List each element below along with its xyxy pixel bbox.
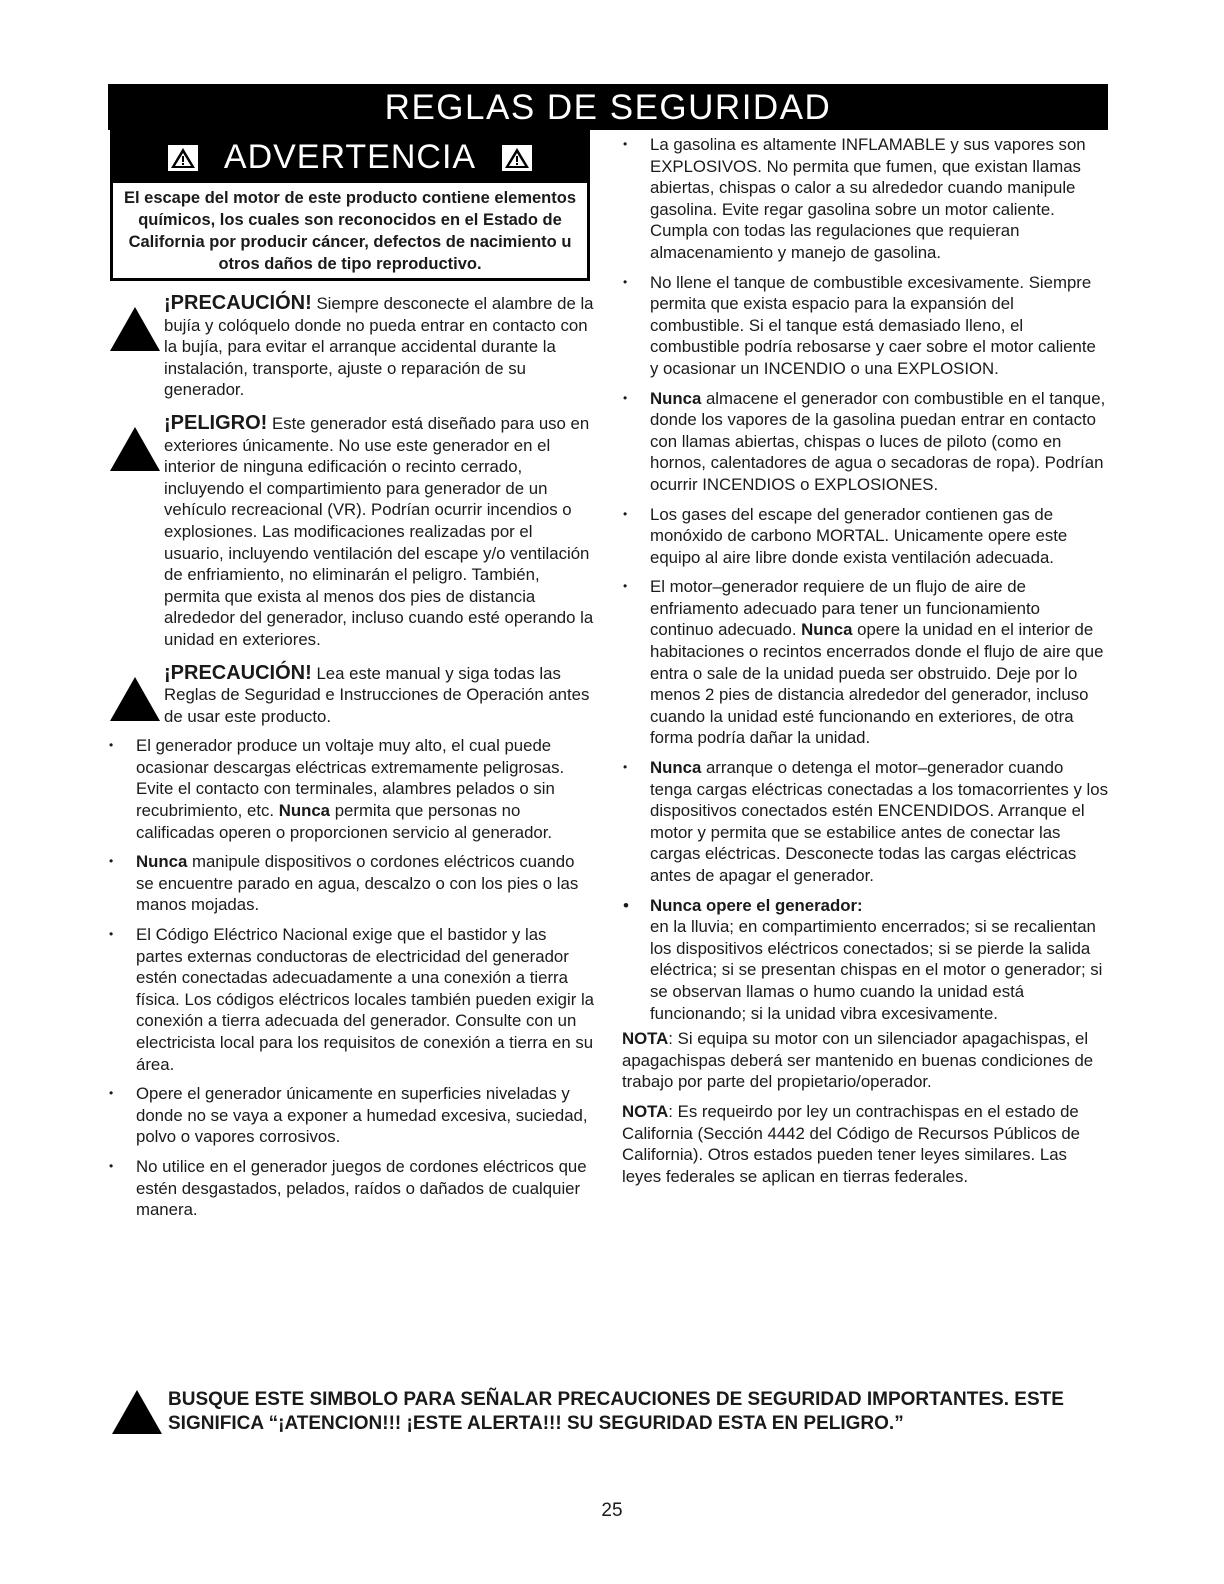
list-item: • No llene el tanque de combustible excesivamente. Siempre permita que exista espacio para la expansión del combustible. Si el tanque está demasiado lleno, el combustible podría rebosarse y caer sobre el motor caliente y ocasionar un INCENDIO o una EXPLOSION. bbox=[622, 272, 1108, 380]
caution-block bbox=[108, 293, 594, 401]
caution-label: ¡PRECAUCIÓN! bbox=[164, 661, 312, 684]
warning-text: El escape del motor de este producto contiene elementos químicos, los cuales son reconocidos en el Estado de California por producir cáncer, defectos de nacimiento u otros daños de tipo reproductivo. bbox=[123, 189, 577, 273]
warning-triangle-icon bbox=[168, 145, 198, 171]
never-operate-heading: Nunca opere el generador: bbox=[650, 895, 863, 915]
list-item: • Nunca almacene el generador con combustible en el tanque, donde los vapores de la gasolina puedan entrar en contacto con llamas abiertas, chispas o luces de piloto (como en hornos, calentadores de agua o secadoras de ropa). Podrían ocurrir INCENDIOS o EXPLOSIONES. bbox=[622, 388, 1108, 496]
page-title: REGLAS DE SEGURIDAD bbox=[108, 84, 1108, 130]
alert-triangle-icon bbox=[110, 1388, 164, 1436]
left-column bbox=[108, 130, 594, 1221]
warning-box bbox=[110, 130, 590, 281]
right-column bbox=[622, 134, 1108, 1187]
warning-triangle-icon bbox=[502, 145, 532, 171]
note: NOTA: Es requeirdo por ley un contrachispas en el estado de California (Sección 4442 del Código de Recursos Públicos de California). Otros estados pueden tener leyes similares. Las leyes federales se aplican en tierras federales. bbox=[622, 1101, 1081, 1186]
list-item: • No utilice en el generador juegos de cordones eléctricos que estén desgastados, pelados, raídos o dañados de cualquier manera. bbox=[108, 1156, 594, 1221]
list-item: • El generador produce un voltaje muy alto, el cual puede ocasionar descargas eléctricas extremamente peligrosas. Evite el contacto con terminales, alambres pelados o sin recubrimiento, etc. Nunca permita que personas no calificadas operen o proporcionen servicio al generador. bbox=[108, 735, 594, 843]
caution-text: Lea este manual y siga todas las Reglas de Seguridad e Instrucciones de Operación antes de usar este producto. bbox=[164, 663, 590, 726]
list-item: • Los gases del escape del generador contienen gas de monóxido de carbono MORTAL. Unicamente opere este equipo al aire libre donde exista ventilación adecuada. bbox=[622, 504, 1108, 569]
warning-heading: ADVERTENCIA bbox=[223, 138, 477, 177]
caution-block bbox=[108, 663, 594, 728]
safety-alert-footer bbox=[110, 1388, 1110, 1444]
note: NOTA: Si equipa su motor con un silenciador apagachispas, el apagachispas deberá ser mantenido en buenas condiciones de trabajo por parte del propietario/operador. bbox=[622, 1029, 1094, 1092]
list-item: • Nunca arranque o detenga el motor–generador cuando tenga cargas eléctricas conectadas a los tomacorrientes y los dispositivos conectados estén ENCENDIDOS. Arranque el motor y permita que se estabilice antes de conectar las cargas eléctricas. Desconecte todas las cargas eléctricas antes de apagar el generador. bbox=[622, 757, 1108, 887]
page-number: 25 bbox=[601, 1500, 623, 1521]
list-item: • Nunca manipule dispositivos o cordones eléctricos cuando se encuentre parado en agua, descalzo o con los pies o las manos mojadas. bbox=[108, 851, 594, 916]
list-item: • El motor–generador requiere de un flujo de aire de enfriamento adecuado para tener un funcionamiento continuo adecuado. Nunca opere la unidad en el interior de habitaciones o recintos encerrados donde el flujo de aire que entra o sale de la unidad pueda ser obstruido. Deje por lo menos 2 pies de distancia alrededor del generador, incluso cuando la unidad esté funcionando en exteriores, de otra forma podría dañar la unidad. bbox=[622, 576, 1108, 749]
danger-block bbox=[108, 413, 594, 651]
safety-alert-text: BUSQUE ESTE SIMBOLO PARA SEÑALAR PRECAUCIONES DE SEGURIDAD IMPORTANTES. ESTE SIGNIFICA “¡ATENCION!!! ¡ESTE ALERTA!!! SU SEGURIDAD ESTA EN PELIGRO.” bbox=[168, 1389, 1064, 1434]
alert-triangle-icon bbox=[108, 425, 162, 473]
list-item bbox=[622, 895, 1108, 1025]
left-bullet-list bbox=[108, 735, 594, 1220]
list-item: • El Código Eléctrico Nacional exige que el bastidor y las partes externas conductoras de electricidad del generador estén conectadas adecuadamente a una conexión a tierra física. Los códigos eléctricos locales también pueden exigir la conexión a tierra adecuada del generador. Consulte con un electricista local para los requisitos de conexión a tierra en su área. bbox=[108, 924, 594, 1075]
danger-text: Este generador está diseñado para uso en exteriores únicamente. No use este generador en el interior de ninguna edificación o recinto cerrado, incluyendo el compartimiento para generador de un vehículo recreacional (VR). Podrían ocurrir incendios o explosiones. Las modificaciones realizadas por el usuario, incluyendo ventilación del escape y/o ventilación de enfriamiento, no eliminarán el peligro. También, permita que exista al menos dos pies de distancia alrededor del generador, incluso cuando esté operando la unidad en exteriores. bbox=[164, 413, 594, 649]
caution-label: ¡PRECAUCIÓN! bbox=[164, 292, 312, 314]
never-operate-text: en la lluvia; en compartimiento encerrados; si se recalientan los dispositivos eléctricos conectados; si se pierde la salida eléctrica; si se presentan chispas en el motor o generador; si se observan llamas o humo cuando la unidad está funcionando; si la unidad vibra excesivamente. bbox=[650, 917, 1103, 1023]
danger-label: ¡PELIGRO! bbox=[164, 411, 268, 434]
alert-triangle-icon bbox=[108, 675, 162, 723]
warning-header bbox=[113, 133, 587, 183]
list-item: • La gasolina es altamente INFLAMABLE y sus vapores son EXPLOSIVOS. No permita que fumen, que existan llamas abiertas, chispas o calor a su alrededor cuando manipule gasolina. Evite regar gasolina sobre un motor caliente. Cumpla con todas las regulaciones que requieran almacenamiento y manejo de gasolina. bbox=[622, 134, 1108, 264]
right-bullet-list bbox=[622, 134, 1108, 1024]
list-item: • Opere el generador únicamente en superficies niveladas y donde no se vaya a exponer a humedad excesiva, suciedad, polvo o vapores corrosivos. bbox=[108, 1083, 594, 1148]
alert-triangle-icon bbox=[108, 305, 162, 353]
caution-text: Siempre desconecte el alambre de la bujía y colóquelo donde no pueda entrar en contacto con la bujía, para evitar el arranque accidental durante la instalación, transporte, ajuste o reparación de su generador. bbox=[164, 294, 594, 400]
